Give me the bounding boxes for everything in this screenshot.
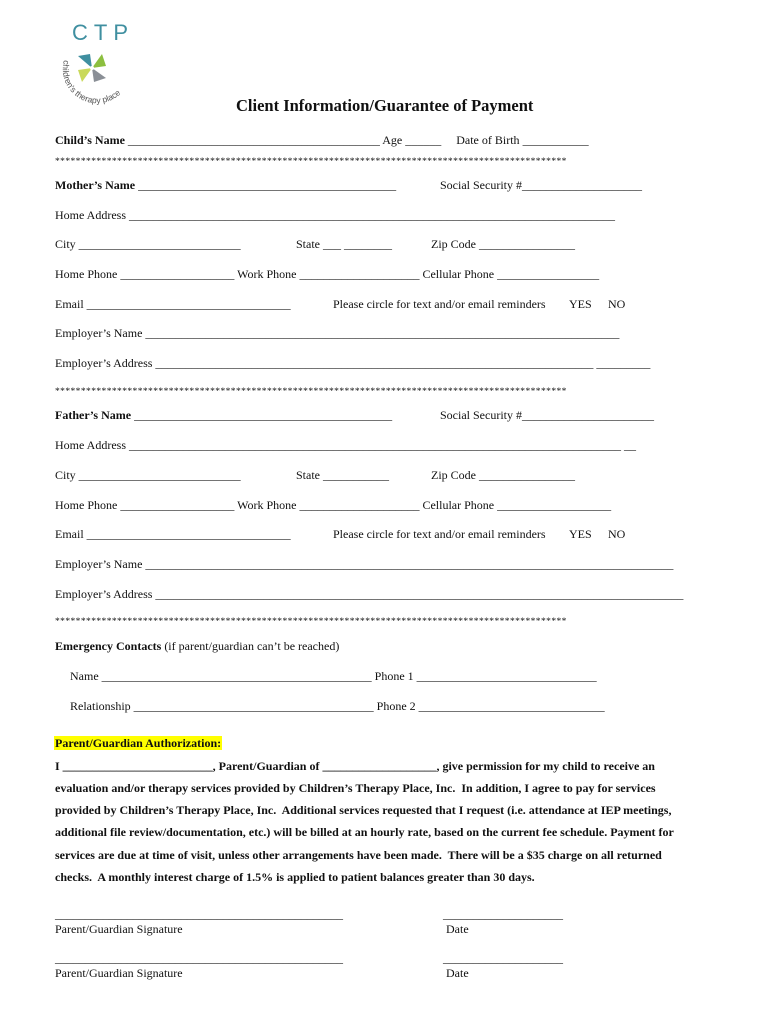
father-home-address-field[interactable]: Home Address __________________________________________________________________________________ __: [55, 438, 636, 452]
mother-employer-address-field[interactable]: Employer’s Address _________________________________________________________________________ _________: [55, 356, 651, 370]
father-phones-field[interactable]: Home Phone ___________________ Work Phone ____________________ Cellular Phone ___________________: [55, 498, 612, 512]
age-label: Age: [382, 133, 403, 147]
child-name-field[interactable]: __________________________________________: [127, 133, 380, 147]
mother-yes-option[interactable]: YES: [569, 297, 592, 311]
logo-tagline: children's therapy place: [60, 59, 123, 106]
father-employer-address-field[interactable]: Employer’s Address ________________________________________________________________________________________: [55, 587, 684, 601]
separator: ***************************************************************************************************: [55, 387, 567, 397]
emergency-relationship-field[interactable]: Relationship ________________________________________ Phone 2 _______________________________: [70, 699, 605, 713]
father-city-field[interactable]: City ___________________________: [55, 468, 241, 482]
mother-employer-name-field[interactable]: Employer’s Name _______________________________________________________________________________: [55, 326, 620, 340]
mother-name-field[interactable]: ___________________________________________: [138, 178, 397, 192]
mother-state-field[interactable]: State ___ ________: [296, 237, 392, 251]
date-line-2[interactable]: ____________________: [443, 951, 563, 965]
emergency-heading-row: [55, 639, 339, 653]
mother-reminders-label: Please circle for text and/or email reminders: [333, 297, 546, 311]
mother-home-address-field[interactable]: Home Address _________________________________________________________________________________: [55, 208, 615, 222]
mother-name-label: Mother’s Name: [55, 178, 136, 192]
father-ssn-field[interactable]: Social Security #______________________: [440, 408, 654, 422]
signature-line-2[interactable]: ________________________________________________: [55, 951, 343, 965]
father-no-option[interactable]: NO: [608, 527, 626, 541]
father-zip-field[interactable]: Zip Code ________________: [431, 468, 575, 482]
mother-ssn-field[interactable]: Social Security #____________________: [440, 178, 642, 192]
pinwheel-icon: [78, 54, 106, 82]
father-reminders-label: Please circle for text and/or email reminders: [333, 527, 546, 541]
mother-email-field[interactable]: Email __________________________________: [55, 297, 291, 311]
authorization-line: services are due at time of visit, unless other arrangements have been made. There will be a $35 charge on all returned: [55, 848, 662, 862]
father-yes-option[interactable]: YES: [569, 527, 592, 541]
mother-name-row: [55, 178, 396, 192]
dob-field[interactable]: ___________: [522, 133, 589, 147]
mother-phones-field[interactable]: Home Phone ___________________ Work Phone ____________________ Cellular Phone _________________: [55, 267, 600, 281]
signature-label-1: Parent/Guardian Signature: [55, 922, 183, 936]
signature-line-1[interactable]: ________________________________________________: [55, 907, 343, 921]
separator: ***************************************************************************************************: [55, 617, 567, 627]
authorization-line: additional file review/documentation, etc.) will be billed at an hourly rate, based on the current fee schedule. Payment for: [55, 825, 674, 839]
logo-letters: CTP: [72, 20, 134, 45]
age-field[interactable]: ______: [405, 133, 442, 147]
ctp-logo: [58, 16, 144, 112]
child-row: [55, 133, 589, 147]
authorization-line: evaluation and/or therapy services provided by Children’s Therapy Place, Inc. In addition, I agree to pay for services: [55, 781, 656, 795]
authorization-line[interactable]: I _________________________, Parent/Guardian of ___________________, give permission for my child to receive an: [55, 759, 655, 773]
father-name-row: [55, 408, 392, 422]
date-line-1[interactable]: ____________________: [443, 907, 563, 921]
father-email-field[interactable]: Email __________________________________: [55, 527, 291, 541]
page-title: Client Information/Guarantee of Payment: [236, 96, 534, 115]
separator: ***************************************************************************************************: [55, 157, 567, 167]
mother-zip-field[interactable]: Zip Code ________________: [431, 237, 575, 251]
emergency-heading: Emergency Contacts: [55, 639, 162, 653]
emergency-note: (if parent/guardian can’t be reached): [164, 639, 340, 653]
authorization-heading: Parent/Guardian Authorization:: [55, 736, 222, 750]
signature-label-2: Parent/Guardian Signature: [55, 966, 183, 980]
mother-no-option[interactable]: NO: [608, 297, 626, 311]
father-name-field[interactable]: ___________________________________________: [134, 408, 393, 422]
father-state-field[interactable]: State ___________: [296, 468, 389, 482]
dob-label: Date of Birth: [456, 133, 520, 147]
authorization-line: provided by Children’s Therapy Place, Inc. Additional services requested that I request (i.e. attendance at IEP meetings,: [55, 803, 672, 817]
father-employer-name-field[interactable]: Employer’s Name ________________________________________________________________________________________: [55, 557, 674, 571]
father-name-label: Father’s Name: [55, 408, 132, 422]
emergency-name-field[interactable]: Name _____________________________________________ Phone 1 ______________________________: [70, 669, 597, 683]
date-label-2: Date: [446, 966, 469, 980]
mother-city-field[interactable]: City ___________________________: [55, 237, 241, 251]
date-label-1: Date: [446, 922, 469, 936]
child-name-label: Child’s Name: [55, 133, 125, 147]
authorization-line: checks. A monthly interest charge of 1.5% is applied to patient balances greater than 30 days.: [55, 870, 535, 884]
